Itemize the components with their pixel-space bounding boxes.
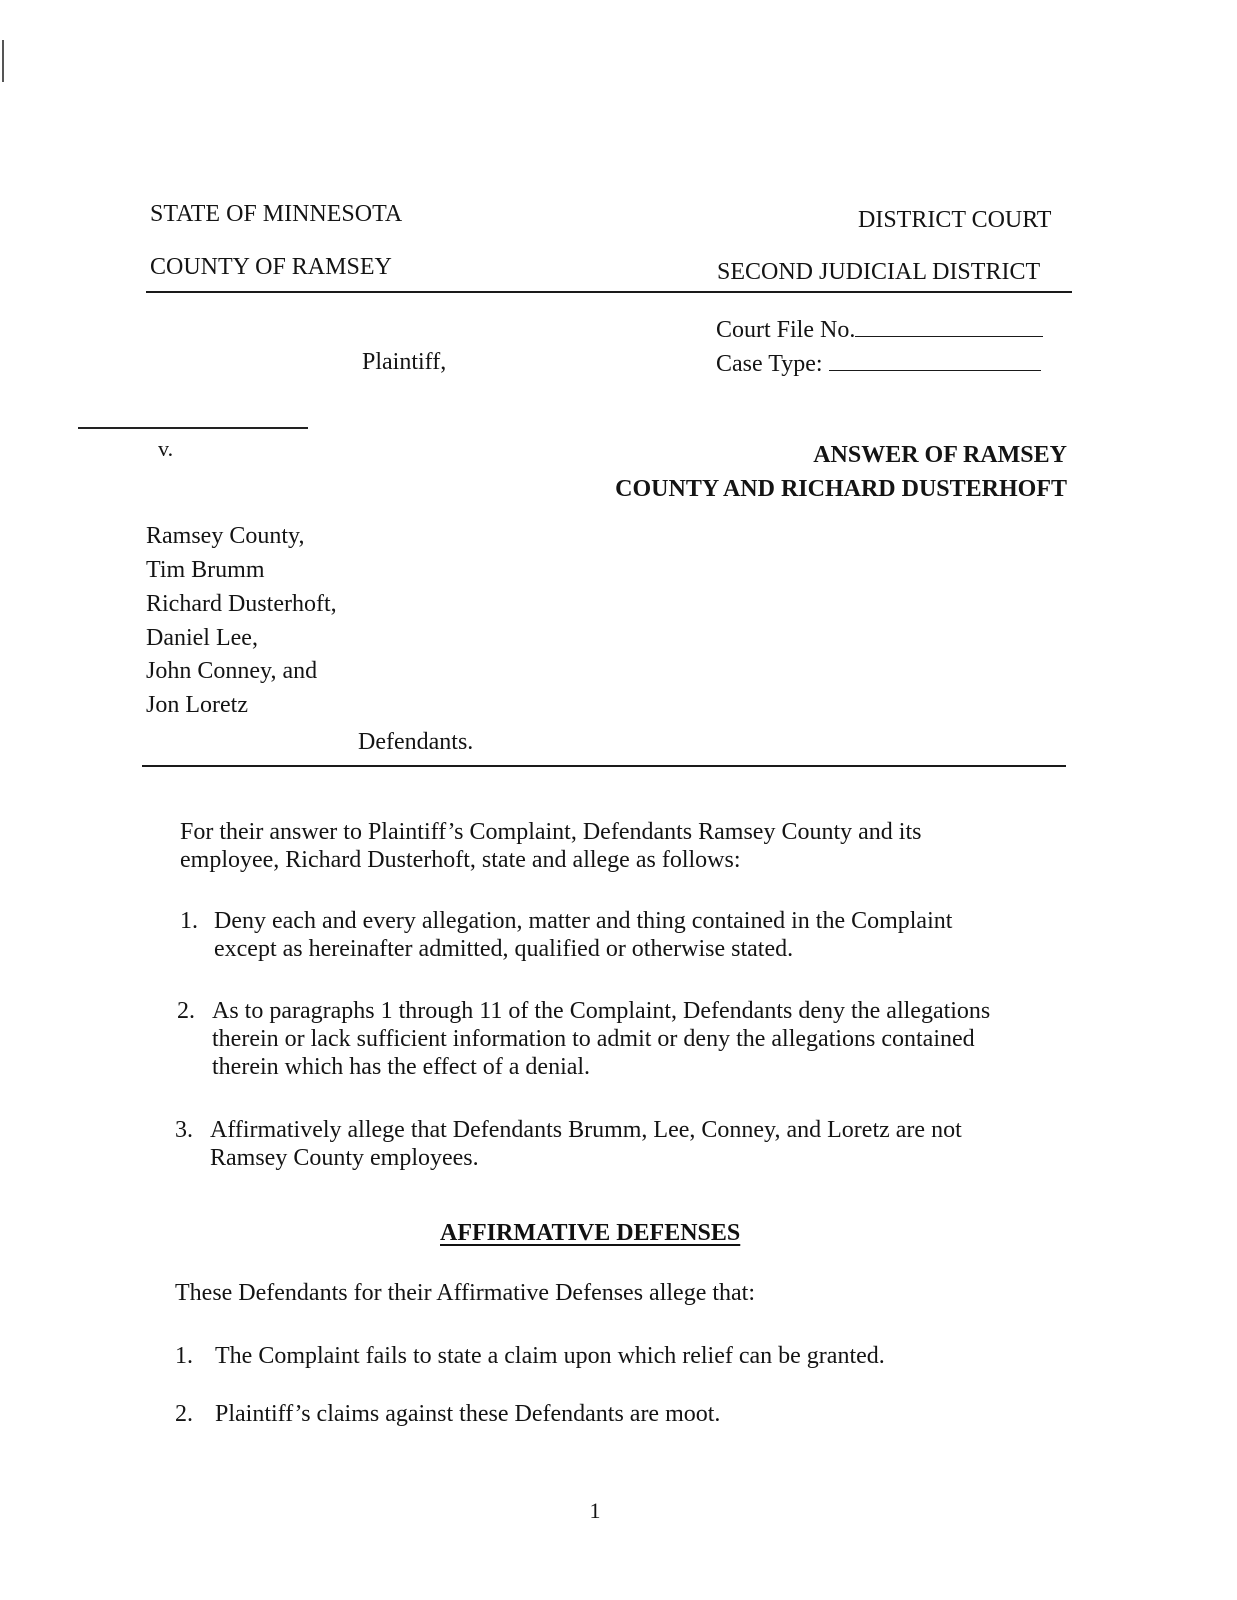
defendant-name: Daniel Lee,: [146, 625, 258, 651]
scan-mark: [2, 40, 4, 82]
defense-number: 1.: [175, 1343, 193, 1369]
plaintiff-label: Plaintiff,: [362, 349, 447, 375]
defense-number: 2.: [175, 1401, 193, 1427]
defense-text: The Complaint fails to state a claim upon which relief can be granted.: [215, 1343, 885, 1369]
answer-number: 3.: [175, 1117, 193, 1143]
case-type-blank[interactable]: [829, 352, 1041, 371]
caption-divider-top: [146, 291, 1072, 293]
court-file-blank[interactable]: [855, 318, 1043, 337]
caption-divider-bottom: [142, 765, 1066, 767]
affirmative-defenses-intro: These Defendants for their Affirmative Defenses allege that:: [175, 1280, 755, 1306]
document-title-line-1: ANSWER OF RAMSEY: [813, 442, 1067, 468]
state-name: STATE OF MINNESOTA: [150, 201, 403, 227]
document-title-line-2: COUNTY AND RICHARD DUSTERHOFT: [615, 476, 1067, 502]
versus: v.: [158, 436, 174, 461]
defendant-name: Tim Brumm: [146, 557, 265, 583]
defendants-label: Defendants.: [358, 729, 474, 755]
affirmative-defenses-heading: AFFIRMATIVE DEFENSES: [440, 1220, 741, 1246]
page-number: 1: [589, 1498, 601, 1523]
answer-number: 2.: [177, 998, 195, 1024]
defendant-name: John Conney, and: [146, 658, 318, 684]
court-file-label: Court File No.: [716, 317, 856, 343]
answer-text: Affirmatively allege that Defendants Brumm, Lee, Conney, and Loretz are not Ramsey County employees.: [210, 1117, 962, 1171]
defendant-name: Jon Loretz: [146, 692, 248, 718]
court-name: DISTRICT COURT: [858, 207, 1052, 233]
scan-mark: [78, 427, 308, 429]
case-type-label: Case Type:: [716, 351, 823, 377]
defendant-name: Ramsey County,: [146, 523, 305, 549]
answer-number: 1.: [180, 908, 198, 934]
defendant-name: Richard Dusterhoft,: [146, 591, 337, 617]
county-name: COUNTY OF RAMSEY: [150, 254, 392, 280]
defense-text: Plaintiff’s claims against these Defendants are moot.: [215, 1401, 721, 1427]
case-type-field: [716, 350, 1041, 379]
district-name: SECOND JUDICIAL DISTRICT: [717, 259, 1041, 285]
court-file-field: [716, 316, 1043, 345]
answer-text: As to paragraphs 1 through 11 of the Complaint, Defendants deny the allegations therein or lack sufficient information to admit or deny the allegations contained therein which has the effect of a denial.: [212, 998, 991, 1080]
intro-paragraph: For their answer to Plaintiff’s Complaint, Defendants Ramsey County and its employee, Richard Dusterhoft, state and allege as follows:: [180, 819, 922, 873]
answer-text: Deny each and every allegation, matter and thing contained in the Complaint except as hereinafter admitted, qualified or otherwise stated.: [214, 908, 953, 962]
